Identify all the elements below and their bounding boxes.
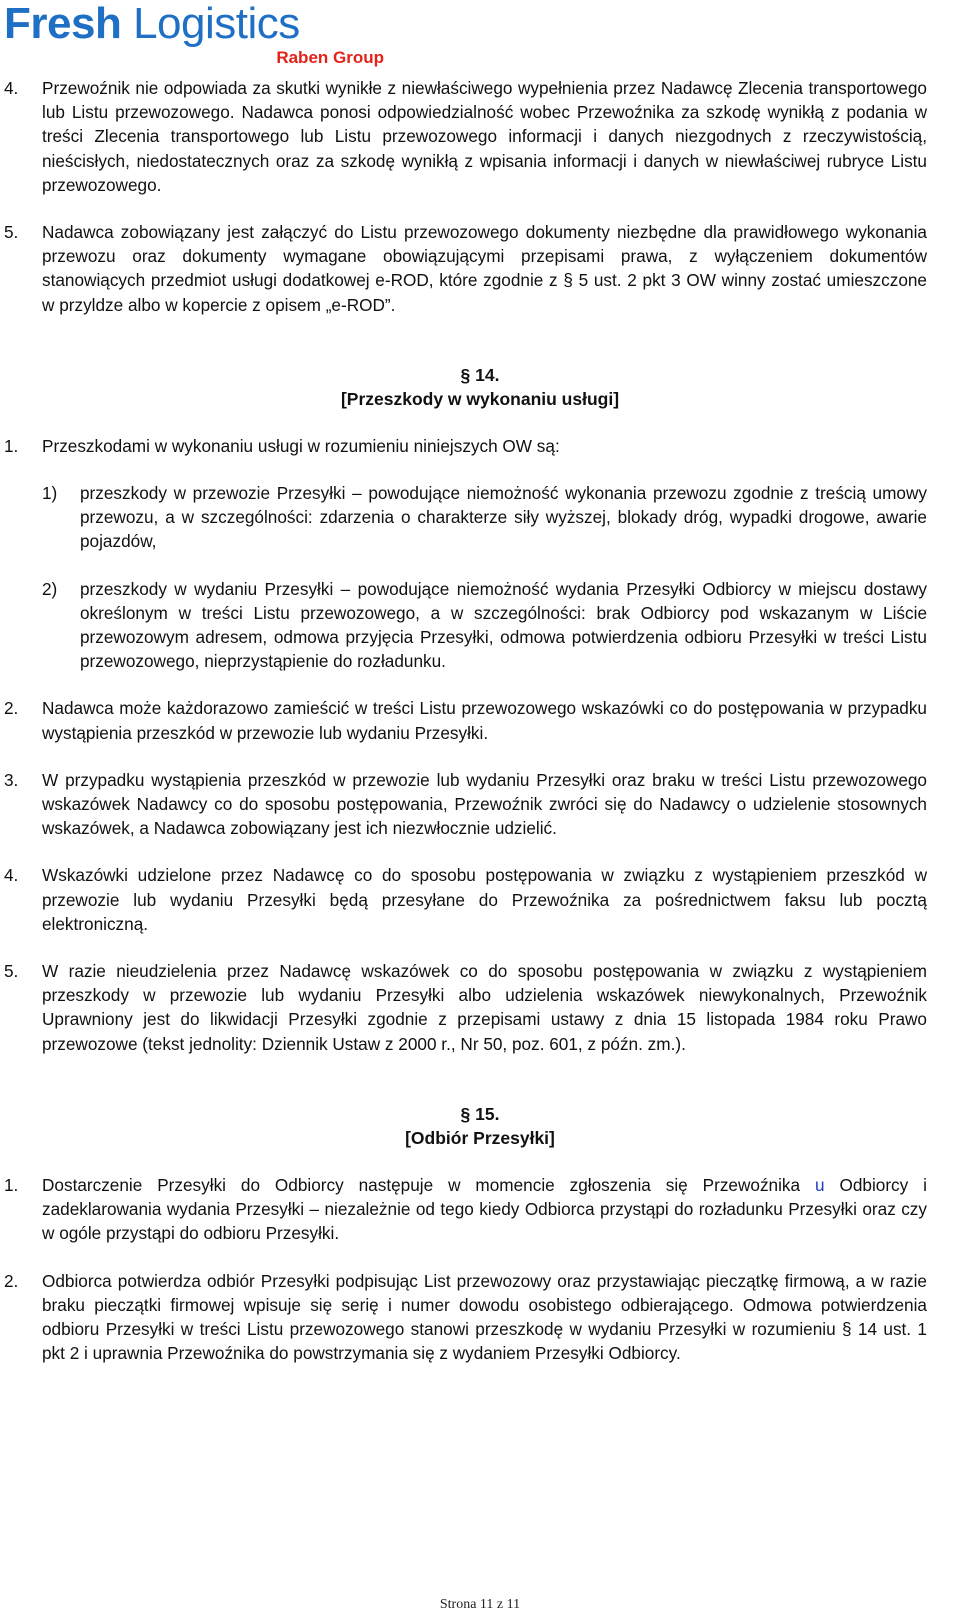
section-14-paragraph-4 <box>0 863 960 936</box>
section-15-number: § 15. <box>460 1103 500 1124</box>
paragraph-text-u: u <box>814 1174 825 1195</box>
section-14-paragraph-5 <box>0 959 960 1056</box>
section-15-paragraph-2 <box>0 1269 960 1366</box>
paragraph-text: Przewoźnik nie odpowiada za skutki wynikłe z niewłaściwego wypełnienia przez Nadawcę Zlecenia transportowego lub Listu przewozowego. Nadawca ponosi odpowiedzialność wobec Przewoźnika za szkodę wynikłą z podania w treści Zlecenia transportowego lub Listu przewozowego informacji i danych niezgodnych z rzeczywistością, nieścisłych, niedostatecznych oraz za szkodę wynikłą z wpisania informacji i danych w niewłaściwej rubryce Listu przewozowego. <box>42 78 927 195</box>
paragraph-text-b: Odbiorcy i zadeklarowania wydania Przesyłki – niezależnie od tego kiedy Odbiorca przystąpi do rozładunku Przesyłki oraz czy w ogóle przystąpi do odbioru Przesyłki. <box>42 1174 927 1244</box>
logo-subtitle: Raben Group <box>276 48 384 67</box>
paragraph-4 <box>0 76 960 197</box>
paragraph-number: 2. <box>4 1270 19 1291</box>
section-14-title: [Przeszkody w wykonaniu usługi] <box>340 388 620 409</box>
section-14-paragraph-3 <box>0 768 960 841</box>
paragraph-text: Wskazówki udzielone przez Nadawcę co do sposobu postępowania w związku z wystąpieniem przeszkód w przewozie lub wydaniu Przesyłki będą przesyłane do Przewoźnika za pośrednictwem faksu lub pocztą elektroniczną. <box>42 865 927 934</box>
paragraph-text: W razie nieudzielenia przez Nadawcę wskazówek co do sposobu postępowania w związku z wystąpieniem przeszkody w przewozie lub wydaniu Przesyłki albo udzielenia wskazówek niewykonalnych, Przewoźnik Uprawniony jest do likwidacji Przesyłki zgodnie z przepisami ustawy z dnia 15 listopada 1984 roku Prawo przewozowe (tekst jednolity: Dziennik Ustaw z 2000 r., Nr 50, poz. 601, z późn. zm.). <box>42 961 927 1054</box>
paragraph-number: 1. <box>4 435 19 456</box>
document-body <box>0 76 960 1365</box>
paragraph-number: 5. <box>4 961 19 982</box>
page-footer: Strona 11 z 11 <box>439 1597 521 1612</box>
section-14-paragraph-2 <box>0 696 960 744</box>
paragraph-text: Przeszkodami w wykonaniu usługi w rozumieniu niniejszych OW są: <box>42 435 560 456</box>
paragraph-number: 5. <box>4 222 19 243</box>
logo-wordmark <box>4 2 300 46</box>
section-14-number: § 14. <box>460 364 500 385</box>
subpoint-text: przeszkody w wydaniu Przesyłki – powodujące niemożność wydania Przesyłki Odbiorcy w miejscu dostawy określonym w treści Listu przewozowego, a w szczególności: brak Odbiorcy pod wskazanym w Liście przewozowym adresem, odmowa przyjęcia Przesyłki, odmowa potwierdzenia odbioru Przesyłki w treści Listu przewozowego, nieprzystąpienie do rozładunku. <box>80 578 927 672</box>
section-14-subpoint-1 <box>0 481 960 554</box>
paragraph-text: Nadawca zobowiązany jest załączyć do Listu przewozowego dokumenty niezbędne dla prawidłowego wykonania przewozu oraz dokumenty wymagane obowiązującymi przepisami prawa, z wyłączeniem dokumentów stanowiących przedmiot usługi dodatkowej e-ROD, które zgodnie z § 5 ust. 2 pkt 3 OW winny zostać umieszczone w przyldze albo w kopercie z opisem „e-ROD”. <box>42 222 927 315</box>
paragraph-text-a: Dostarczenie Przesyłki do Odbiorcy następuje w momencie zgłoszenia się Przewoźnika <box>42 1174 815 1195</box>
subpoint-number: 1) <box>42 483 58 504</box>
section-15-paragraph-1 <box>0 1173 960 1246</box>
paragraph-text: W przypadku wystąpienia przeszkód w przewozie lub wydaniu Przesyłki oraz braku w treści Listu przewozowego wskazówek Nadawcy co do sposobu postępowania, Przewoźnik zwróci się do Nadawcy o udzielenie stosownych wskazówek, a Nadawca zobowiązany jest ich niezwłocznie udzielić. <box>42 769 927 839</box>
logo-word-fresh: Fresh <box>4 0 122 48</box>
paragraph-text: Nadawca może każdorazowo zamieścić w treści Listu przewozowego wskazówki co do postępowania w przypadku wystąpienia przeszkód w przewozie lub wydaniu Przesyłki. <box>42 698 927 743</box>
paragraph-number: 4. <box>4 865 19 886</box>
paragraph-text: Odbiorca potwierdza odbiór Przesyłki podpisując List przewozowy oraz przystawiając pieczątkę firmową, a w razie braku pieczątki firmowej wpisuje się serię i numer dowodu osobistego odbierającego. Odmowa potwierdzenia odbioru Przesyłki w treści Listu przewozowego stanowi przeszkodę w wydaniu Przesyłki w rozumieniu § 14 ust. 1 pkt 2 i uprawnia Przewoźnika do powstrzymania się z wydaniem Przesyłki Odbiorcy. <box>42 1270 927 1364</box>
section-14-paragraph-1 <box>0 434 960 458</box>
section-15-title: [Odbiór Przesyłki] <box>405 1127 555 1148</box>
paragraph-number: 1. <box>4 1174 19 1195</box>
paragraph-5 <box>0 220 960 317</box>
subpoint-number: 2) <box>42 578 58 599</box>
subpoint-text: przeszkody w przewozie Przesyłki – powodujące niemożność wykonania przewozu zgodnie z treścią umowy przewozu, a w szczególności: zdarzenia o charakterze siły wyższej, blokady dróg, wypadki drogowe, awarie pojazdów, <box>80 483 927 552</box>
paragraph-number: 4. <box>4 78 19 98</box>
section-14-subpoint-2 <box>0 577 960 674</box>
company-logo <box>4 2 384 68</box>
paragraph-number: 2. <box>4 698 19 719</box>
paragraph-number: 3. <box>4 769 19 790</box>
logo-word-logistics: Logistics <box>133 0 300 48</box>
